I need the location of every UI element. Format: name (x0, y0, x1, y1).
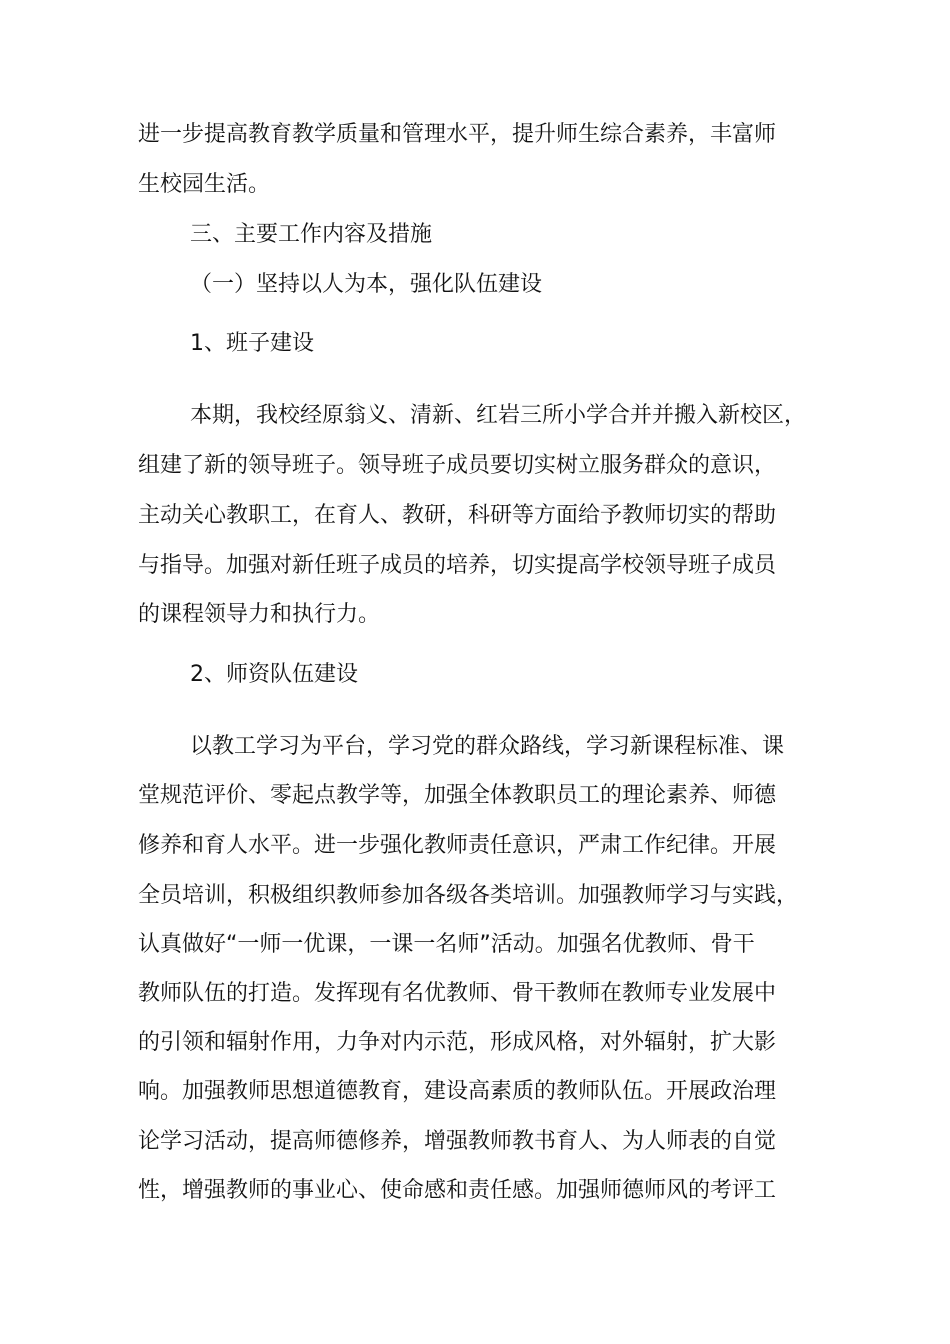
body-text-line: 与指导。加强对新任班子成员的培养，切实提高学校领导班子成员 (138, 553, 777, 578)
body-text-line: 的课程领导力和执行力。 (138, 602, 381, 627)
body-text-line: 修养和育人水平。进一步强化教师责任意识，严肃工作纪律。开展 (138, 833, 777, 858)
body-text-line: 响。加强教师思想道德教育，建设高素质的教师队伍。开展政治理 (138, 1079, 777, 1104)
subsection-heading: （一）坚持以人为本，强化队伍建设 (190, 272, 543, 297)
body-text-line: 主动关心教职工，在育人、教研，科研等方面给予教师切实的帮助 (138, 503, 777, 528)
body-text-line: 的引领和辐射作用，力争对内示范，形成风格，对外辐射，扩大影 (138, 1030, 777, 1055)
body-text-line: 堂规范评价、零起点教学等，加强全体教职员工的理论素养、师德 (138, 783, 777, 808)
body-text-line: 论学习活动，提高师德修养，增强教师教书育人、为人师表的自觉 (138, 1129, 777, 1154)
body-text-line: 教师队伍的打造。发挥现有名优教师、骨干教师在教师专业发展中 (138, 981, 777, 1006)
body-text-line: 组建了新的领导班子。领导班子成员要切实树立服务群众的意识， (138, 453, 777, 478)
body-text-line: 进一步提高教育教学质量和管理水平，提升师生综合素养，丰富师 (138, 122, 777, 147)
body-text-line: 全员培训，积极组织教师参加各级各类培训。加强教师学习与实践， (138, 883, 799, 908)
section-heading: 三、主要工作内容及措施 (190, 222, 433, 247)
item-heading: 2、师资队伍建设 (190, 662, 358, 687)
body-text-line: 以教工学习为平台，学习党的群众路线，学习新课程标准、课 (190, 734, 785, 759)
body-text-line: 性，增强教师的事业心、使命感和责任感。加强师德师风的考评工 (138, 1178, 777, 1203)
body-text-line: 认真做好“一师一优课，一课一名师”活动。加强名优教师、骨干 (138, 932, 755, 957)
item-heading: 1、班子建设 (190, 331, 314, 356)
body-text-line: 生校园生活。 (138, 172, 271, 197)
body-text-line: 本期，我校经原翁义、清新、红岩三所小学合并并搬入新校区， (190, 403, 807, 428)
